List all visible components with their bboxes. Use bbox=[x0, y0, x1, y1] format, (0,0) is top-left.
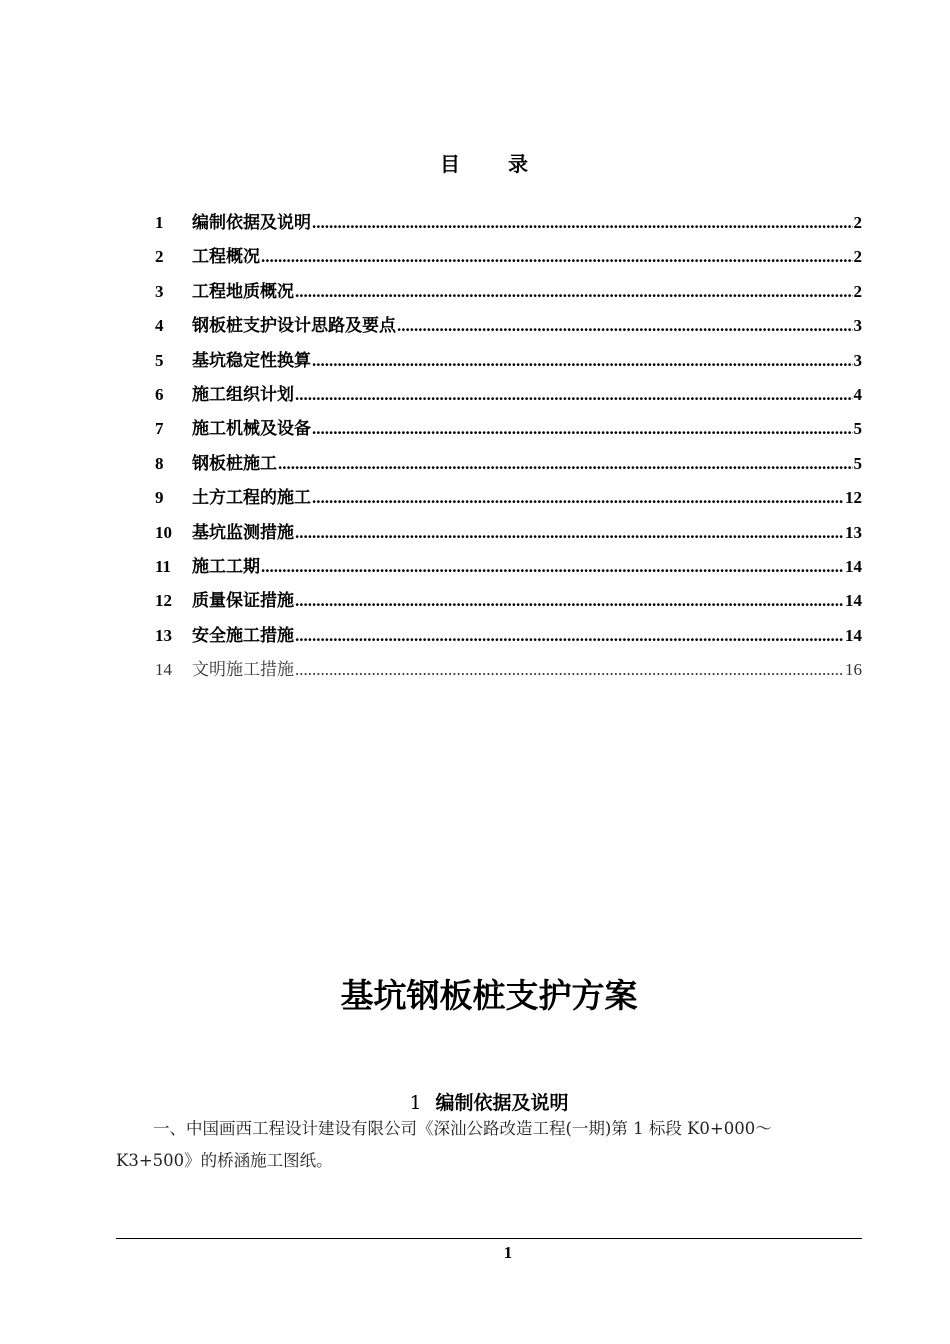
toc-item-number: 7 bbox=[155, 419, 164, 439]
toc-item-label: 文明施工措施 bbox=[192, 660, 294, 681]
toc-item-page: 2 bbox=[853, 281, 862, 301]
toc-item-number: 13 bbox=[155, 625, 172, 645]
toc-item-label: 工程地质概况 bbox=[192, 281, 294, 302]
toc-item[interactable] bbox=[155, 277, 862, 311]
toc-item-page: 5 bbox=[853, 453, 862, 473]
toc-item-number: 12 bbox=[155, 591, 172, 611]
toc-leader-dots bbox=[295, 385, 853, 405]
toc-item-page: 12 bbox=[845, 488, 862, 508]
toc-item-page: 3 bbox=[853, 316, 862, 336]
toc-item-label: 钢板桩施工 bbox=[192, 453, 277, 474]
toc-item-number: 1 bbox=[155, 213, 164, 232]
toc-item-number: 5 bbox=[155, 350, 164, 370]
toc-item-page: 5 bbox=[853, 419, 862, 439]
table-of-contents bbox=[155, 208, 862, 689]
toc-item[interactable] bbox=[155, 414, 862, 448]
toc-leader-dots bbox=[295, 282, 853, 302]
toc-item[interactable] bbox=[155, 380, 862, 414]
toc-item-label: 施工工期 bbox=[192, 556, 260, 577]
toc-item[interactable] bbox=[155, 483, 862, 517]
toc-item-number: 11 bbox=[155, 556, 172, 576]
toc-item[interactable] bbox=[155, 621, 862, 655]
toc-item-number: 3 bbox=[155, 281, 164, 301]
toc-item[interactable] bbox=[155, 586, 862, 620]
toc-item-label: 工程概况 bbox=[192, 247, 260, 268]
toc-item-label: 安全施工措施 bbox=[192, 625, 294, 646]
section-heading bbox=[0, 1088, 950, 1115]
toc-item-number: 6 bbox=[155, 384, 164, 404]
toc-item-label: 质量保证措施 bbox=[192, 591, 294, 612]
toc-leader-dots bbox=[295, 523, 844, 543]
toc-item-number: 14 bbox=[155, 660, 172, 680]
toc-leader-dots bbox=[261, 557, 844, 577]
toc-leader-dots bbox=[397, 316, 853, 336]
toc-title: 目录 bbox=[440, 152, 576, 176]
toc-item[interactable] bbox=[155, 346, 862, 380]
toc-item[interactable] bbox=[155, 518, 862, 552]
toc-item-label: 施工组织计划 bbox=[192, 384, 294, 405]
toc-item[interactable] bbox=[155, 208, 862, 242]
toc-item-page: 14 bbox=[845, 591, 862, 611]
toc-item[interactable] bbox=[155, 552, 862, 586]
toc-item-page: 13 bbox=[845, 522, 862, 542]
body-paragraph: 一、中国画西工程设计建设有限公司《深汕公路改造工程(一期)第 1 标段 K0+000～K3+500》的桥涵施工图纸。 bbox=[116, 1119, 772, 1170]
toc-leader-dots bbox=[312, 488, 844, 508]
toc-leader-dots bbox=[312, 351, 853, 371]
toc-item-page: 16 bbox=[845, 660, 862, 680]
toc-item[interactable] bbox=[155, 242, 862, 276]
toc-item-number: 10 bbox=[155, 522, 172, 542]
toc-leader-dots bbox=[295, 626, 844, 646]
toc-leader-dots bbox=[312, 213, 853, 233]
toc-item-label: 钢板桩支护设计思路及要点 bbox=[192, 316, 396, 337]
toc-item[interactable] bbox=[155, 655, 862, 689]
page-number: 1 bbox=[503, 1243, 513, 1262]
toc-item-number: 8 bbox=[155, 453, 164, 473]
section-number: 1 bbox=[409, 1092, 422, 1114]
toc-item[interactable] bbox=[155, 311, 862, 345]
toc-leader-dots bbox=[312, 419, 853, 439]
toc-item-label: 施工机械及设备 bbox=[192, 419, 311, 440]
toc-item-number: 9 bbox=[155, 488, 164, 508]
toc-item-number: 2 bbox=[155, 247, 164, 267]
toc-item-page: 2 bbox=[853, 247, 862, 267]
toc-leader-dots bbox=[278, 454, 853, 474]
toc-item-page: 4 bbox=[853, 384, 862, 404]
toc-item[interactable] bbox=[155, 449, 862, 483]
toc-item-label: 基坑监测措施 bbox=[192, 522, 294, 543]
toc-leader-dots bbox=[295, 660, 844, 680]
toc-item-label: 编制依据及说明 bbox=[192, 213, 311, 233]
toc-item-number: 4 bbox=[155, 316, 164, 336]
toc-item-page: 14 bbox=[845, 625, 862, 645]
toc-item-page: 2 bbox=[853, 213, 862, 232]
toc-item-page: 14 bbox=[845, 556, 862, 576]
toc-item-label: 土方工程的施工 bbox=[192, 488, 311, 509]
section-title: 编制依据及说明 bbox=[435, 1092, 569, 1114]
footer-divider bbox=[116, 1238, 862, 1239]
toc-leader-dots bbox=[295, 591, 844, 611]
document-title: 基坑钢板桩支护方案 bbox=[340, 976, 638, 1015]
toc-item-page: 3 bbox=[853, 350, 862, 370]
toc-leader-dots bbox=[261, 247, 853, 267]
toc-item-label: 基坑稳定性换算 bbox=[192, 350, 311, 371]
